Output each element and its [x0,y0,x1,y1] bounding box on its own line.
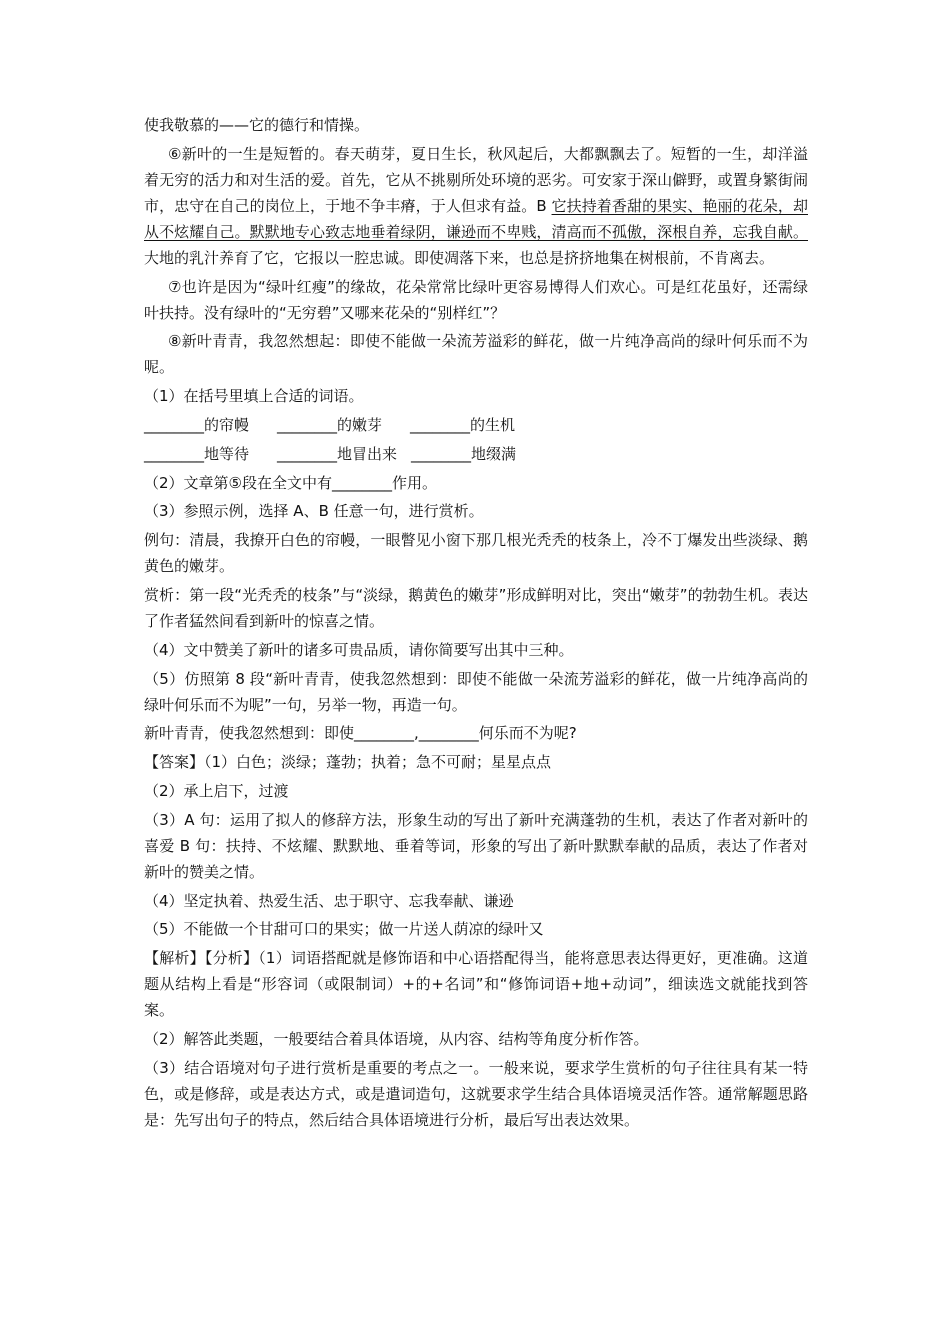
blank-suffix: 的嫩芽 [337,415,383,434]
question-5-fill-end: 何乐而不为呢? [478,724,577,743]
question-5: （5）仿照第 8 段“新叶青青，使我忽然想到：即使不能做一朵流芳溢彩的鲜花，做一片纯净高尚的绿叶何乐而不为呢”一句，另举一物，再造一句。 [144,669,808,714]
analysis-3: （3）结合语境对句子进行赏析是重要的考点之一。一般来说，要求学生赏析的句子往往具有某一特色，或是修辞，或是表达方式，或是遣词造句，这就要求学生结合具体语境灵活作答。通常解题思路是：先写出句子的特点，然后结合具体语境进行分析，最后写出表达效果。 [144,1058,808,1129]
example-appreciation: 赏析：第一段“光秃秃的枝条”与“淡绿，鹅黄色的嫩芽”形成鲜明对比，突出“嫩芽”的勃勃生机。表达了作者猛然间看到新叶的惊喜之情。 [144,585,808,630]
question-5-fill-comma: , [414,724,419,743]
blank: ________ [411,444,472,463]
analysis-2: （2）解答此类题，一般要结合着具体语境，从内容、结构等角度分析作答。 [144,1029,649,1048]
analysis-1: 【解析】【分析】（1）词语搭配就是修饰语和中心语搭配得当，能将意思表达得更好，更准确。这道题从结构上看是“形容词（或限制词）+的+名词”和“修饰词语+地+动词”，细读选文就能找到答案。 [144,949,808,1020]
sentence-b-underlined: 它扶持着香甜的果实、艳丽的花朵，却从不炫耀自己。默默地专心致志地垂着绿阴，谦逊而不卑贱，清高而不孤傲，深根自养，忘我自献。 [144,196,808,241]
question-1: （1）在括号里填上合适的词语。 [144,387,364,406]
answer-1: 【答案】（1）白色；淡绿；蓬勃；执着；急不可耐；星星点点 [144,753,552,772]
answer-4: （4）坚定执着、热爱生活、忠于职守、忘我奉献、谦逊 [144,891,514,910]
question-2-text: （2）文章第⑤段在全文中有 [144,473,332,492]
paragraph-6 [144,141,808,271]
blank: ________ [410,415,471,434]
blank: ________ [354,724,415,743]
question-4: （4）文中赞美了新叶的诸多可贵品质，请你简要写出其中三种。 [144,640,574,659]
paragraph-8: ⑧新叶青青，我忽然想起：即使不能做一朵流芳溢彩的鲜花，做一片纯净高尚的绿叶何乐而不为呢。 [144,332,808,377]
blank-suffix: 地冒出来 [337,444,398,463]
blank: ________ [332,473,392,492]
paragraph-6-text-before: ⑥新叶的一生是短暂的。春天萌芽，夏日生长，秋风起后，大都飘飘去了。短暂的一生，却洋溢着无穷的活力和对生活的爱。首先，它从不挑剔所处环境的恶劣。可安家于深山僻野，或置身繁街闹市，忠守在自己的岗位上，于地不争丰瘠，于人但求有益。B [144,144,808,215]
blank-suffix: 的帘幔 [204,415,250,434]
blank: ________ [144,444,204,463]
question-1-blanks-row-1 [144,412,808,438]
blank: ________ [277,444,338,463]
paragraph-6-text-after: 大地的乳汁养育了它，它报以一腔忠诚。即使凋落下来，也总是挤挤地集在树根前，不肯离去。 [144,248,775,267]
question-2-text-end: 作用。 [392,473,438,492]
question-1-blanks-row-2 [144,441,808,467]
example-sentence: 例句：清晨，我撩开白色的帘幔，一眼瞥见小窗下那几根光秃秃的枝条上，冷不丁爆发出些淡绿、鹅黄色的嫩芽。 [144,531,808,576]
blank: ________ [277,415,338,434]
blank-suffix: 的生机 [470,415,516,434]
answer-5: （5）不能做一个甘甜可口的果实；做一片送人荫凉的绿叶又 [144,920,544,939]
blank-suffix: 地等待 [204,444,250,463]
blank: ________ [418,724,479,743]
question-3: （3）参照示例，选择 A、B 任意一句，进行赏析。 [144,502,484,521]
question-2 [144,470,808,496]
passage-intro-line: 使我敬慕的——它的德行和情操。 [144,116,370,134]
blank: ________ [144,415,204,434]
paragraph-7: ⑦也许是因为“绿叶红瘦”的缘故，花朵常常比绿叶更容易博得人们欢心。可是红花虽好，还需绿叶扶持。没有绿叶的“无穷碧”又哪来花朵的“别样红”？ [144,277,808,322]
answer-2: （2）承上启下，过渡 [144,781,289,800]
question-5-fill [144,720,808,746]
question-5-fill-text: 新叶青青，使我忽然想到：即使 [144,724,355,743]
answer-3: （3）A 句：运用了拟人的修辞方法，形象生动的写出了新叶充满蓬勃的生机，表达了作者对新叶的喜爱 B 句：扶持、不炫耀、默默地、垂着等词，形象的写出了新叶默默奉献的品质，表达了作者对新叶的赞美之情。 [144,810,808,881]
blank-suffix: 地缀满 [471,444,517,463]
